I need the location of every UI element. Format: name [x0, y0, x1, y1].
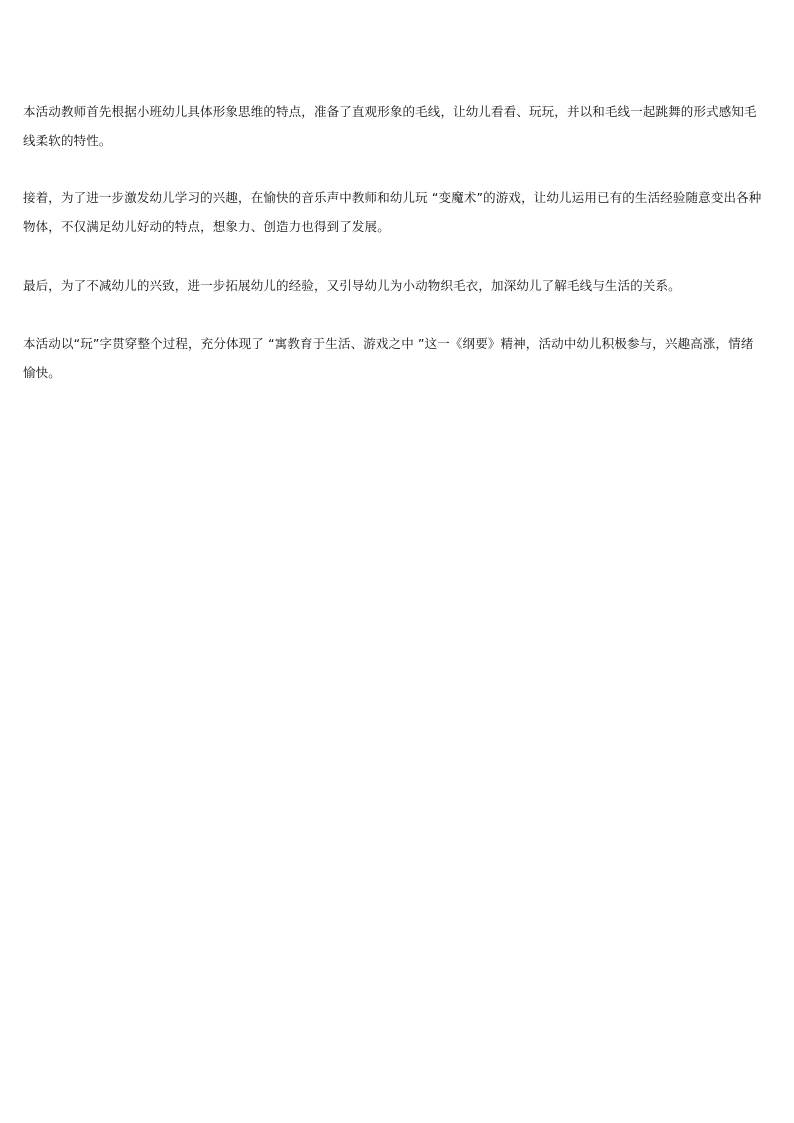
paragraph-intro: 本活动教师首先根据小班幼儿具体形象思维的特点，准备了直观形象的毛线，让幼儿看看、玩玩，并以和毛线一起跳舞的形式感知毛线柔软的特性。: [23, 104, 757, 148]
paragraph-summary: 本活动以“玩”字贯穿整个过程，充分体现了 “寓教育于生活、游戏之中 ”这一《纲要》精神，活动中幼儿积极参与，兴趣高涨，情绪愉快。: [23, 336, 754, 380]
paragraph-next: 接着，为了进一步激发幼儿学习的兴趣，在愉快的音乐声中教师和幼儿玩 “变魔术”的游戏，让幼儿运用已有的生活经验随意变出各种物体，不仅满足幼儿好动的特点，想象力、创造力也得到了发展。: [23, 190, 762, 234]
paragraph-finally: 最后，为了不减幼儿的兴致，进一步拓展幼儿的经验，又引导幼儿为小动物织毛衣，加深幼儿了解毛线与生活的关系。: [23, 278, 681, 293]
document-body: [23, 97, 765, 387]
